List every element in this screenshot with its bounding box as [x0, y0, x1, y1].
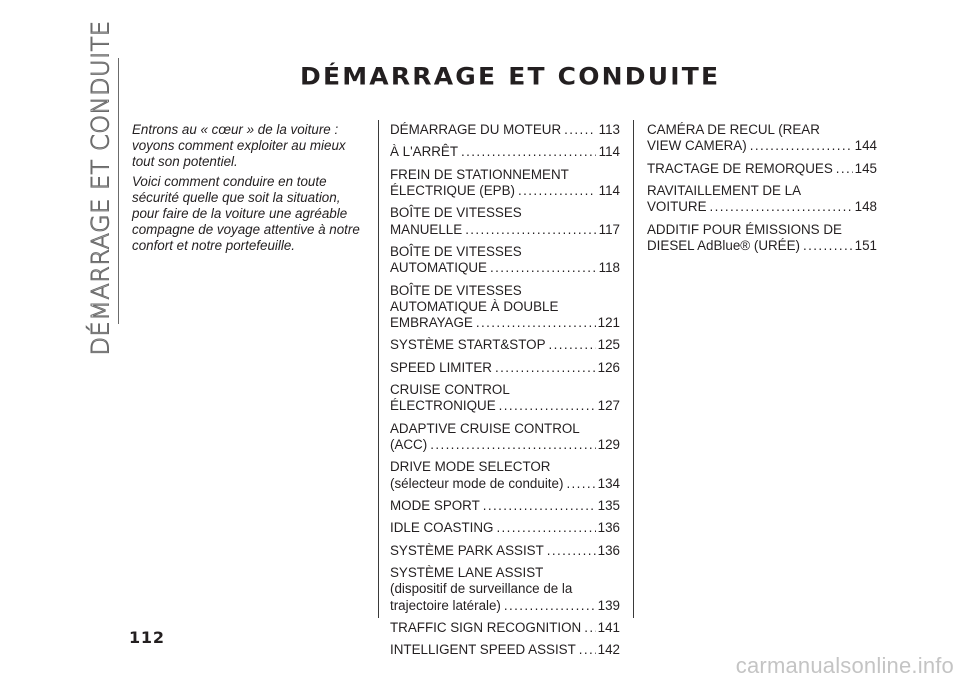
toc-entry[interactable]	[390, 565, 620, 614]
toc-entry-row	[390, 598, 620, 614]
intro-paragraph: Entrons au « cœur » de la voiture : voyons comment exploiter au mieux tout son potentiel.	[132, 122, 346, 170]
toc-entry-title: AUTOMATIQUE	[390, 260, 487, 276]
toc-entry-title: SYSTÈME PARK ASSIST	[390, 542, 544, 558]
toc-entry[interactable]	[647, 183, 877, 215]
toc-page-number: 125	[597, 337, 620, 353]
toc-entry-title-line: DRIVE MODE SELECTOR	[390, 459, 551, 475]
toc-leader-dots	[579, 642, 596, 658]
toc-entry-title-line: AUTOMATIQUE À DOUBLE	[390, 298, 559, 314]
toc-leader-dots	[710, 199, 853, 215]
toc-entry-title: IDLE COASTING	[390, 520, 494, 536]
toc-entry-title-line: BOÎTE DE VITESSES	[390, 243, 522, 259]
toc-leader-dots	[750, 138, 853, 154]
toc-leader-dots	[476, 315, 596, 331]
toc-leader-dots	[504, 598, 596, 614]
toc-page-number: 135	[597, 497, 620, 513]
toc-entry-row	[390, 642, 620, 658]
toc-entry-row	[390, 437, 620, 453]
toc-entry-title: INTELLIGENT SPEED ASSIST	[390, 642, 576, 658]
toc-leader-dots	[496, 520, 595, 536]
toc-entry-row	[390, 498, 620, 514]
toc-entry[interactable]	[390, 360, 620, 376]
toc-entry-title-line: (dispositif de surveillance de la	[390, 581, 573, 597]
toc-entry[interactable]	[390, 620, 620, 636]
toc-entry-row	[390, 315, 620, 331]
toc-leader-dots	[461, 144, 596, 160]
toc-page-number: 127	[597, 398, 620, 414]
toc-entry-title: MANUELLE	[390, 221, 463, 237]
toc-entry[interactable]	[390, 205, 620, 237]
side-section-label: DÉMARRAGE ET CONDUITE	[87, 20, 116, 356]
toc-entry[interactable]	[390, 543, 620, 559]
toc-entry-title-line: FREIN DE STATIONNEMENT	[390, 166, 569, 182]
toc-leader-dots	[584, 620, 595, 636]
toc-entry-row	[390, 476, 620, 492]
toc-entry-title: SYSTÈME START&STOP	[390, 337, 546, 353]
toc-page-number: 136	[597, 542, 620, 558]
toc-page-number: 118	[598, 260, 620, 276]
toc-page-number: 142	[597, 642, 620, 658]
toc-entry-title-line: ADDITIF POUR ÉMISSIONS DE	[647, 221, 842, 237]
toc-entry-row	[390, 122, 620, 138]
toc-page-number: 136	[597, 520, 620, 536]
toc-entry[interactable]	[390, 520, 620, 536]
toc-entry-row	[390, 144, 620, 160]
toc-entry[interactable]	[390, 144, 620, 160]
column-divider	[633, 120, 634, 618]
toc-column-1	[390, 122, 620, 665]
toc-entry-title: EMBRAYAGE	[390, 314, 473, 330]
toc-entry-title: (sélecteur mode de conduite)	[390, 475, 564, 491]
toc-entry-title: TRACTAGE DE REMORQUES	[647, 160, 833, 176]
toc-entry-title: VOITURE	[647, 199, 707, 215]
toc-page-number: 144	[854, 138, 877, 154]
toc-entry-row	[390, 620, 620, 636]
toc-entry-title: (ACC)	[390, 436, 428, 452]
page-number: 112	[129, 628, 165, 647]
toc-entry-title-line: CAMÉRA DE RECUL (REAR	[647, 122, 820, 137]
toc-entry-row	[647, 161, 877, 177]
toc-leader-dots	[483, 498, 596, 514]
toc-leader-dots	[465, 222, 596, 238]
watermark: carmanualsonline.info	[735, 653, 954, 678]
toc-entry-row	[390, 543, 620, 559]
toc-column-2	[647, 122, 877, 260]
toc-entry-title: DIESEL AdBlue® (URÉE)	[647, 237, 801, 253]
toc-page-number: 113	[598, 122, 620, 137]
toc-leader-dots	[836, 161, 853, 177]
side-divider	[118, 58, 119, 324]
toc-entry-title: DÉMARRAGE DU MOTEUR	[390, 122, 562, 137]
toc-entry[interactable]	[390, 337, 620, 353]
toc-entry[interactable]	[647, 122, 877, 154]
toc-entry-row	[390, 183, 620, 199]
toc-page-number: 114	[598, 182, 620, 198]
toc-page-number: 117	[598, 221, 620, 237]
toc-entry[interactable]	[390, 459, 620, 491]
column-divider	[378, 120, 379, 618]
toc-entry[interactable]	[390, 244, 620, 276]
toc-page-number: 126	[597, 359, 620, 375]
toc-leader-dots	[518, 183, 596, 199]
toc-entry-title-line: BOÎTE DE VITESSES	[390, 282, 522, 298]
intro-paragraph: Voici comment conduire en toute sécurité quelle que soit la situation, pour faire de la voiture une agréable compagne de voyage attentive à notre confort et notre portefeuille.	[132, 173, 360, 254]
toc-page-number: 121	[597, 314, 620, 330]
toc-page-number: 129	[597, 436, 620, 452]
toc-entry[interactable]	[390, 421, 620, 453]
toc-entry-row	[647, 238, 877, 254]
toc-entry-row	[390, 337, 620, 353]
toc-page-number: 151	[854, 237, 877, 253]
side-section-title	[80, 20, 122, 356]
toc-entry[interactable]	[390, 122, 620, 138]
toc-leader-dots	[430, 437, 595, 453]
toc-entry-title: ÉLECTRIQUE (EPB)	[390, 182, 516, 198]
toc-entry-row	[390, 520, 620, 536]
toc-entry-row	[390, 398, 620, 414]
toc-entry-title: ÉLECTRONIQUE	[390, 398, 496, 414]
toc-page-number: 114	[598, 144, 620, 160]
toc-leader-dots	[499, 398, 596, 414]
toc-entry[interactable]	[390, 167, 620, 199]
toc-leader-dots	[495, 360, 596, 376]
toc-entry-row	[390, 260, 620, 276]
toc-leader-dots	[549, 337, 596, 353]
toc-leader-dots	[564, 122, 596, 138]
toc-entry[interactable]	[647, 161, 877, 177]
toc-entry-row	[647, 138, 877, 154]
toc-entry[interactable]	[390, 642, 620, 658]
toc-entry-title: MODE SPORT	[390, 497, 480, 513]
toc-leader-dots	[566, 476, 595, 492]
toc-page-number: 148	[854, 199, 877, 215]
toc-page-number: 134	[597, 475, 620, 491]
toc-page-number: 139	[597, 597, 620, 613]
toc-entry-title: trajectoire latérale)	[390, 597, 501, 613]
intro-text	[132, 122, 364, 258]
toc-entry-row	[390, 360, 620, 376]
toc-leader-dots	[547, 543, 596, 559]
toc-entry[interactable]	[390, 498, 620, 514]
toc-entry-title: SPEED LIMITER	[390, 359, 492, 375]
toc-entry-title: À L'ARRÊT	[390, 144, 459, 160]
page-title: DÉMARRAGE ET CONDUITE	[300, 62, 721, 91]
toc-entry[interactable]	[390, 382, 620, 414]
toc-entry-title-line: CRUISE CONTROL	[390, 382, 510, 398]
toc-entry-title: VIEW CAMERA)	[647, 138, 747, 154]
toc-entry[interactable]	[647, 222, 877, 254]
toc-entry-title-line: ADAPTIVE CRUISE CONTROL	[390, 420, 580, 436]
toc-page-number: 145	[854, 160, 877, 176]
toc-entry-row	[390, 222, 620, 238]
toc-leader-dots	[490, 260, 596, 276]
toc-entry-title: TRAFFIC SIGN RECOGNITION	[390, 619, 582, 635]
toc-entry-row	[647, 199, 877, 215]
toc-entry[interactable]	[390, 283, 620, 332]
toc-entry-title-line: BOÎTE DE VITESSES	[390, 205, 522, 221]
toc-entry-title-line: SYSTÈME LANE ASSIST	[390, 565, 544, 581]
toc-page-number: 141	[597, 619, 620, 635]
toc-entry-title-line: RAVITAILLEMENT DE LA	[647, 182, 802, 198]
toc-leader-dots	[803, 238, 853, 254]
